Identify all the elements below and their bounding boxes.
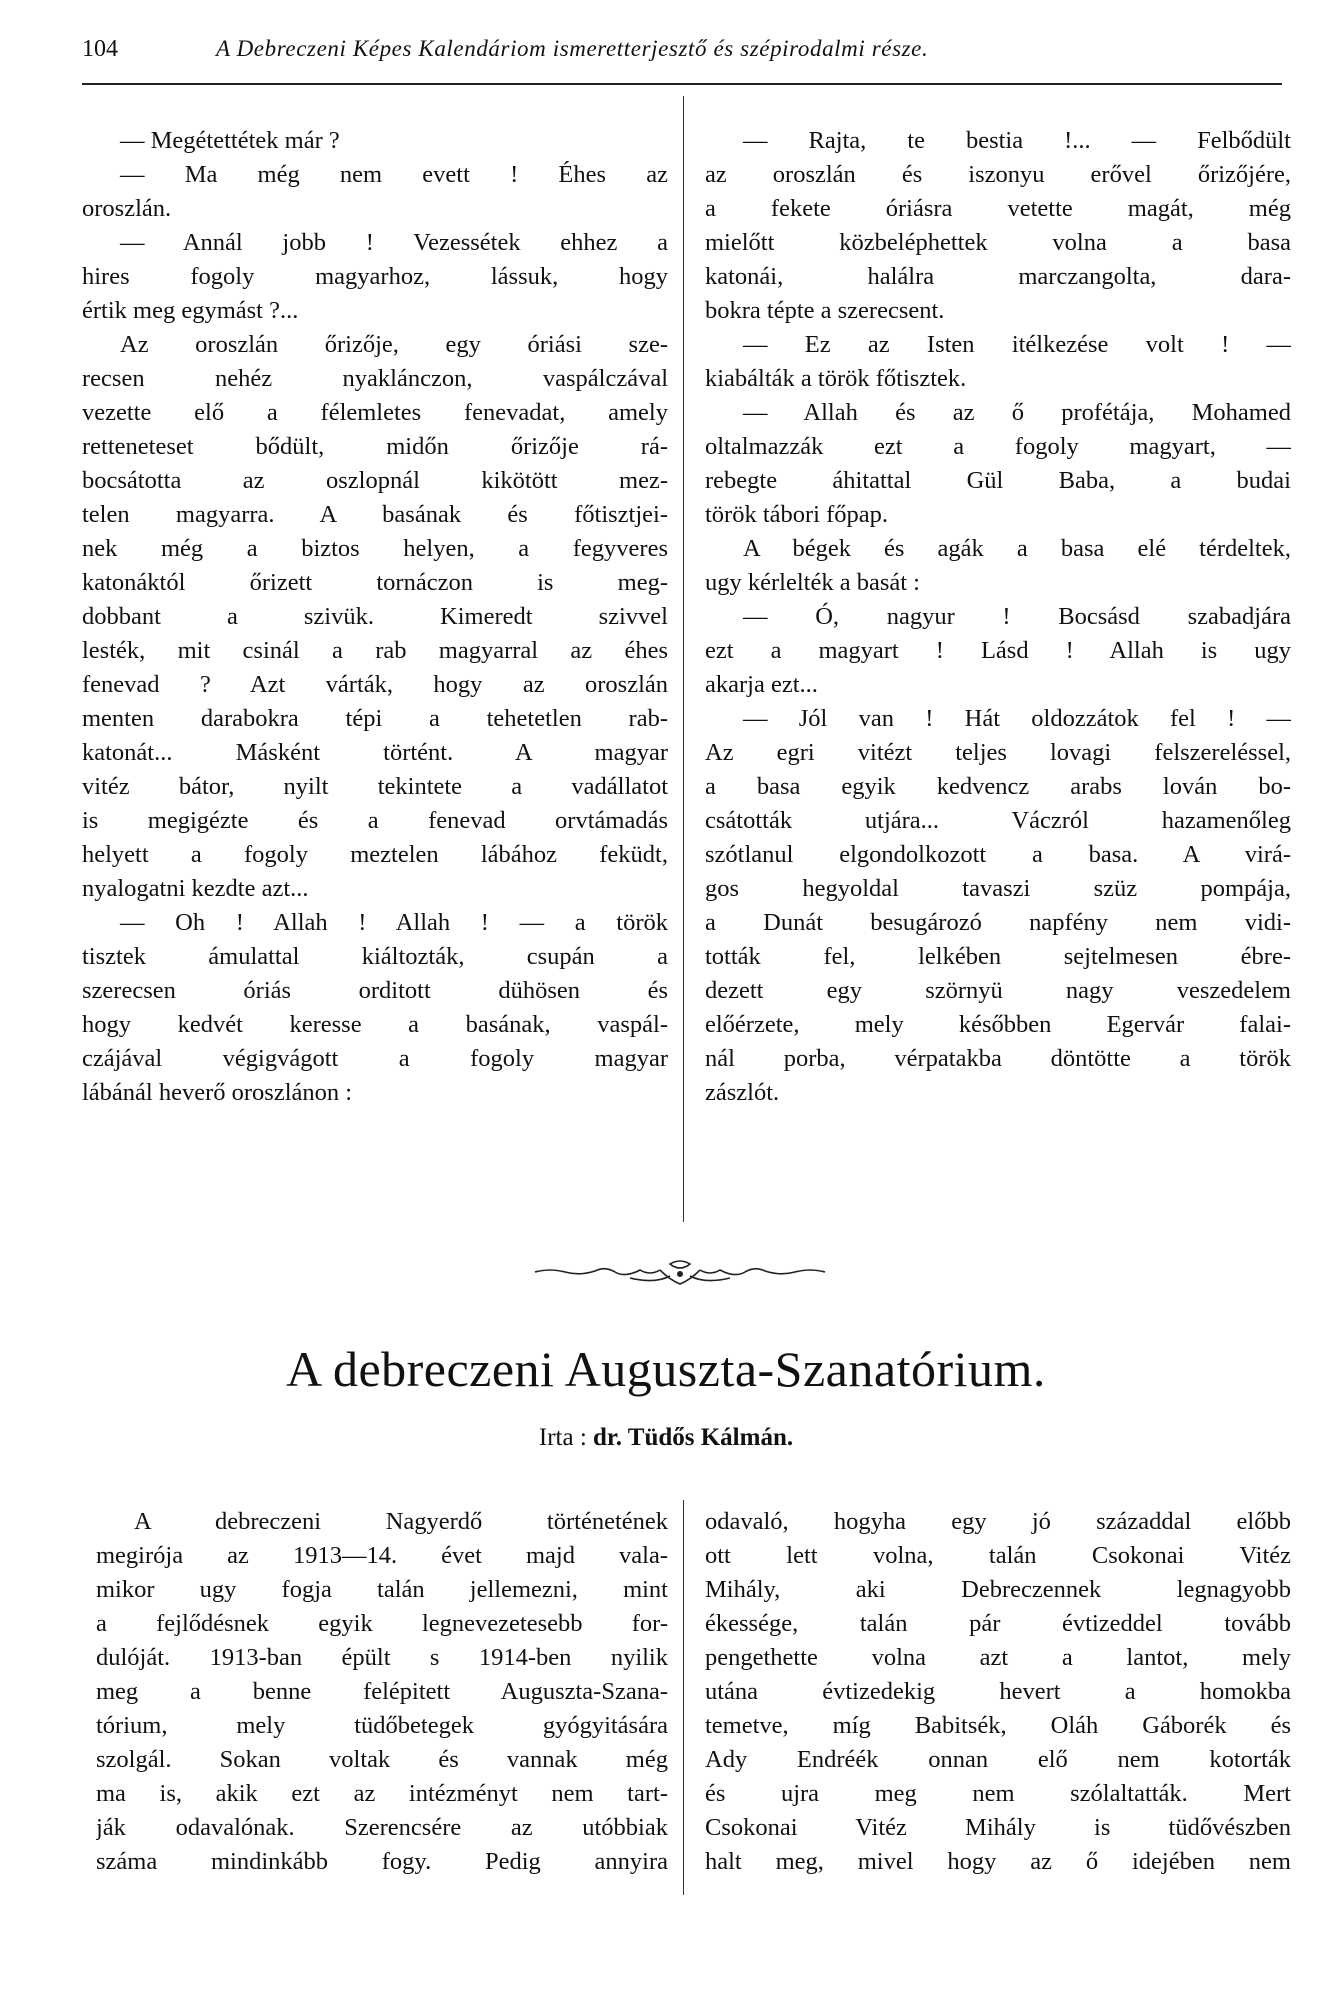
text-line: katonáktól őrizett tornáczon is meg- (82, 569, 668, 596)
text-line: rebegte áhitattal Gül Baba, a budai (705, 467, 1291, 494)
text-line: a fekete óriásra vetette magát, még (705, 195, 1291, 222)
text-line: tisztek ámulattal kiáltozták, csupán a (82, 943, 668, 970)
decorative-vignette-icon (530, 1258, 830, 1288)
text-line: száma mindinkább fogy. Pedig annyira (96, 1848, 668, 1875)
text-line: — Ez az Isten itélkezése volt ! — (743, 331, 1291, 358)
text-line: oltalmazzák ezt a fogoly magyart, — (705, 433, 1291, 460)
text-line: ják odavalónak. Szerencsére az utóbbiak (96, 1814, 668, 1841)
text-line: lesték, mit csinál a rab magyarral az éhes (82, 637, 668, 664)
text-line: Csokonai Vitéz Mihály is tüdővészben (705, 1814, 1291, 1841)
byline-author: dr. Tüdős Kálmán. (593, 1424, 794, 1451)
text-line: utána évtizedekig hevert a homokba (705, 1678, 1291, 1705)
text-line: menten darabokra tépi a tehetetlen rab- (82, 705, 668, 732)
text-line: helyett a fogoly meztelen lábához feküdt, (82, 841, 668, 868)
column-divider-bottom (683, 1500, 684, 1895)
text-line: A debreczeni Nagyerdő történetének (134, 1508, 668, 1535)
text-line: oroszlán. (82, 195, 172, 222)
text-line: hogy kedvét keresse a basának, vaspál- (82, 1011, 668, 1038)
text-line: vezette elő a félemletes fenevadat, amely (82, 399, 668, 426)
text-line: dulóját. 1913-ban épült s 1914-ben nyilik (96, 1644, 668, 1671)
text-line: A bégek és agák a basa elé térdeltek, (743, 535, 1291, 562)
text-line: — Jól van ! Hát oldozzátok fel ! — (743, 705, 1291, 732)
text-line: gos hegyoldal tavaszi szüz pompája, (705, 875, 1291, 902)
text-line: szerecsen óriás orditott dühösen és (82, 977, 668, 1004)
text-line: recsen nehéz nyaklánczon, vaspálczával (82, 365, 668, 392)
text-line: Az egri vitézt teljes lovagi felszereléssel, (705, 739, 1291, 766)
text-line: lábánál heverő oroszlánon : (82, 1079, 353, 1106)
byline (0, 1424, 1332, 1452)
column-divider-top (683, 96, 684, 1222)
text-line: ékessége, talán pár évtizeddel tovább (705, 1610, 1291, 1637)
text-line: nek még a biztos helyen, a fegyveres (82, 535, 668, 562)
text-line: mielőtt közbeléphettek volna a basa (705, 229, 1291, 256)
text-line: ma is, akik ezt az intézményt nem tart- (96, 1780, 668, 1807)
text-line: is megigézte és a fenevad orvtámadás (82, 807, 668, 834)
text-line: a fejlődésnek egyik legnevezetesebb for- (96, 1610, 668, 1637)
text-line: katonái, halálra marczangolta, dara- (705, 263, 1291, 290)
running-header (82, 36, 1282, 66)
text-line: zászlót. (705, 1079, 780, 1106)
text-line: ugy kérlelték a basát : (705, 569, 920, 596)
text-line: — Oh ! Allah ! Allah ! — a török (120, 909, 668, 936)
text-line: nál porba, vérpatakba döntötte a török (705, 1045, 1291, 1072)
text-line: hires fogoly magyarhoz, lássuk, hogy (82, 263, 668, 290)
text-line: pengethette volna azt a lantot, mely (705, 1644, 1291, 1671)
text-line: szolgál. Sokan voltak és vannak még (96, 1746, 668, 1773)
article-left-column (96, 1505, 668, 1879)
text-line: halt meg, mivel hogy az ő idejében nem (705, 1848, 1291, 1875)
text-line: bocsátotta az oszlopnál kikötött mez- (82, 467, 668, 494)
text-line: ott lett volna, talán Csokonai Vitéz (705, 1542, 1291, 1569)
page-number: 104 (82, 36, 118, 62)
text-line: mikor ugy fogja talán jellemezni, mint (96, 1576, 668, 1603)
story-left-column (82, 124, 668, 1110)
text-line: — Megétettétek már ? (120, 127, 340, 154)
text-line: — Rajta, te bestia !... — Felbődült (743, 127, 1291, 154)
text-line: Ady Endréék onnan elő nem kotorták (705, 1746, 1291, 1773)
text-line: katonát... Másként történt. A magyar (82, 739, 668, 766)
text-line: fenevad ? Azt várták, hogy az oroszlán (82, 671, 668, 698)
article-title: A debreczeni Auguszta-Szanatórium. (286, 1341, 1046, 1397)
text-line: — Ma még nem evett ! Éhes az (120, 161, 668, 188)
text-line: dobbant a szivük. Kimeredt szivvel (82, 603, 668, 630)
text-line: nyalogatni kezdte azt... (82, 875, 309, 902)
text-line: odavaló, hogyha egy jó századdal előbb (705, 1508, 1291, 1535)
header-rule (82, 83, 1282, 85)
text-line: megirója az 1913—14. évet majd vala- (96, 1542, 668, 1569)
text-line: kiabálták a török főtisztek. (705, 365, 967, 392)
text-line: az oroszlán és iszonyu erővel őrizőjére, (705, 161, 1291, 188)
text-line: meg a benne felépitett Auguszta-Szana- (96, 1678, 668, 1705)
text-line: Az oroszlán őrizője, egy óriási sze- (120, 331, 668, 358)
text-line: czájával végigvágott a fogoly magyar (82, 1045, 668, 1072)
article-right-column (705, 1505, 1291, 1879)
text-line: a Dunát besugározó napfény nem vidi- (705, 909, 1291, 936)
text-line: akarja ezt... (705, 671, 818, 698)
text-line: telen magyarra. A basának és főtisztjei- (82, 501, 668, 528)
running-title: A Debreczeni Képes Kalendáriom ismeretterjesztő és szépirodalmi része. (216, 36, 929, 61)
text-line: török tábori főpap. (705, 501, 889, 528)
text-line: — Ó, nagyur ! Bocsásd szabadjára (743, 603, 1291, 630)
text-line: ezt a magyart ! Lásd ! Allah is ugy (705, 637, 1291, 664)
text-line: előérzete, mely későbben Egervár falai- (705, 1011, 1291, 1038)
text-line: — Annál jobb ! Vezessétek ehhez a (120, 229, 668, 256)
text-line: szótlanul elgondolkozott a basa. A virá- (705, 841, 1291, 868)
byline-prefix: Irta : (538, 1424, 587, 1451)
story-right-column (705, 124, 1291, 1110)
text-line: dezett egy szörnyü nagy veszedelem (705, 977, 1291, 1004)
text-line: csátották utjára... Váczról hazamenőleg (705, 807, 1291, 834)
text-line: Mihály, aki Debreczennek legnagyobb (705, 1576, 1291, 1603)
text-line: tórium, mely tüdőbetegek gyógyitására (96, 1712, 668, 1739)
text-line: értik meg egymást ?... (82, 297, 299, 324)
text-line: retteneteset bődült, midőn őrizője rá- (82, 433, 668, 460)
text-line: tották fel, lelkében sejtelmesen ébre- (705, 943, 1291, 970)
text-line: és ujra meg nem szólaltatták. Mert (705, 1780, 1291, 1807)
text-line: a basa egyik kedvencz arabs lován bo- (705, 773, 1291, 800)
text-line: bokra tépte a szerecsent. (705, 297, 945, 324)
text-line: temetve, míg Babitsék, Oláh Gáborék és (705, 1712, 1291, 1739)
text-line: — Allah és az ő profétája, Mohamed (743, 399, 1291, 426)
text-line: vitéz bátor, nyilt tekintete a vadállatot (82, 773, 668, 800)
